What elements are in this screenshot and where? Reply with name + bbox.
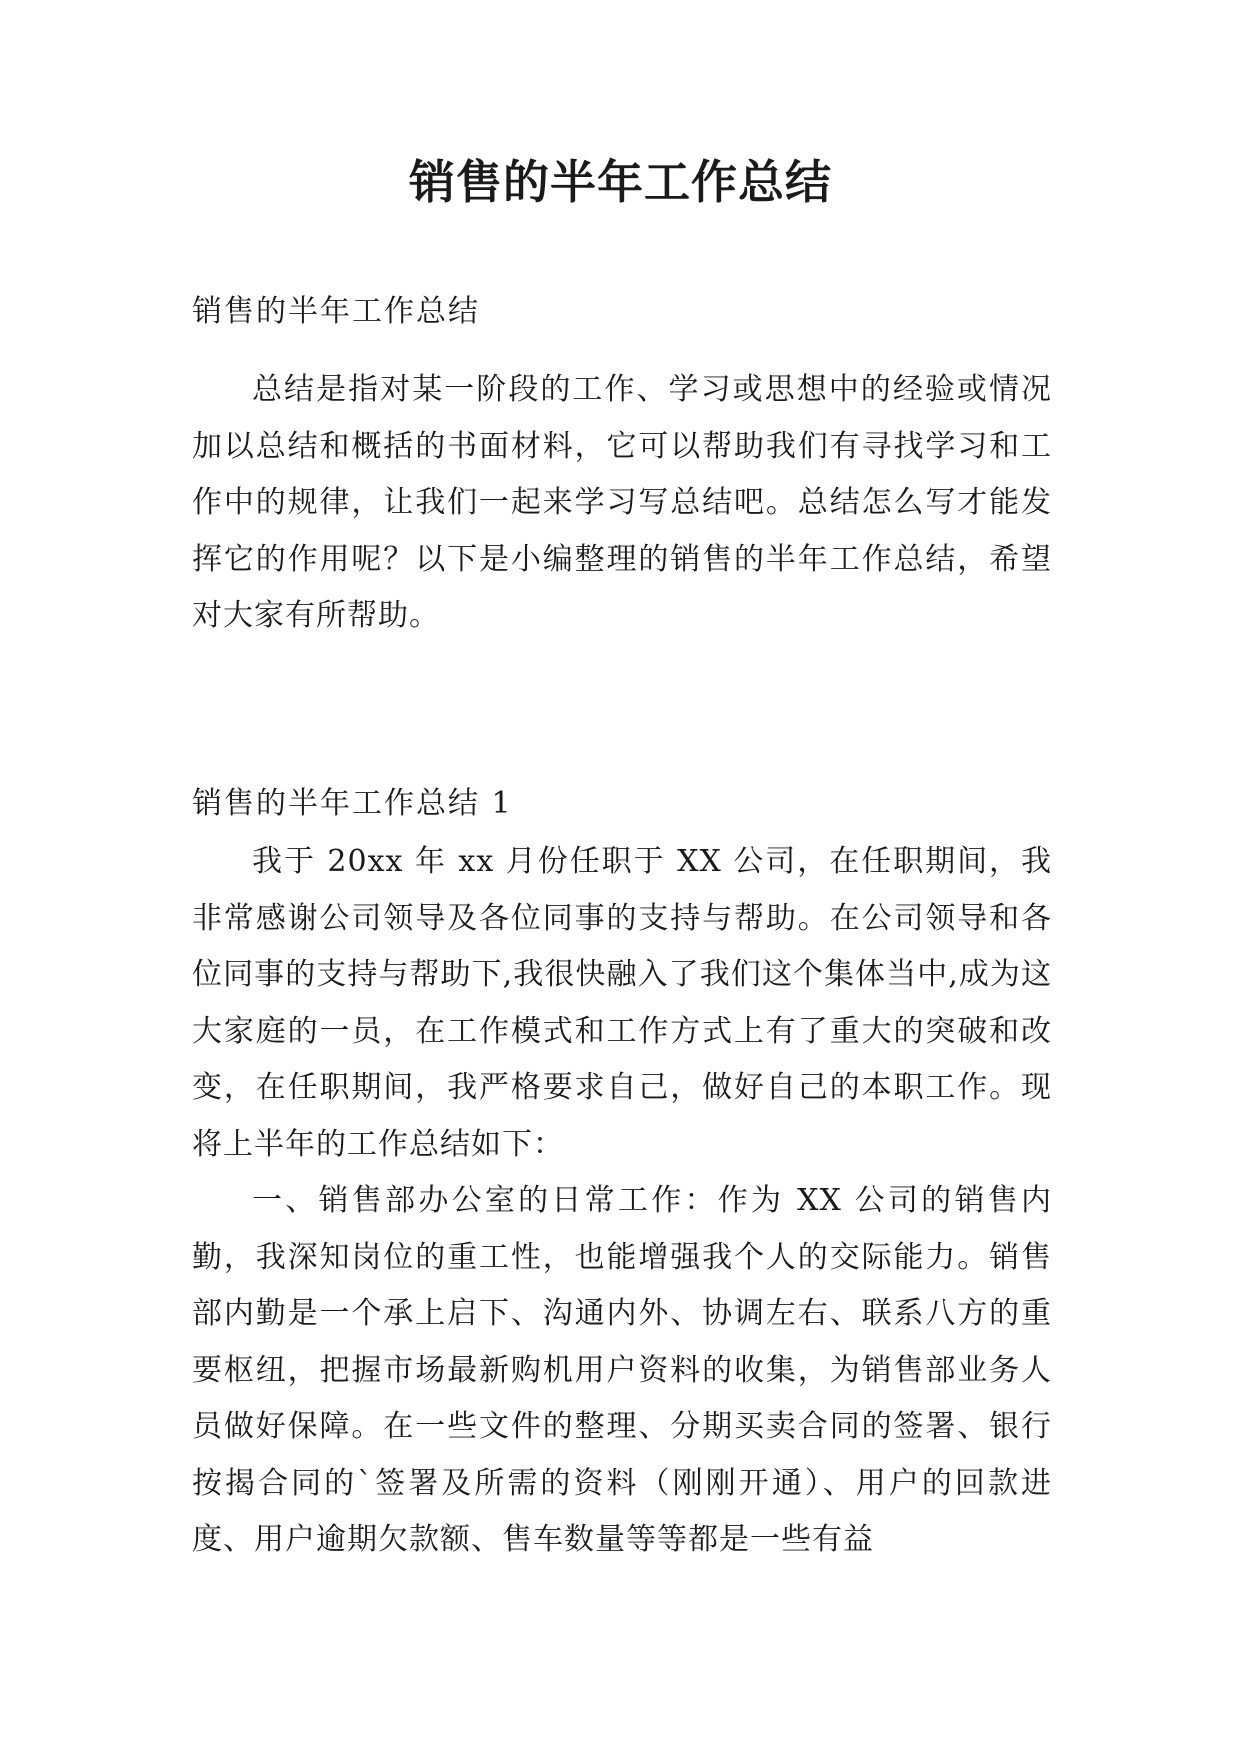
intro-block	[192, 362, 1052, 645]
section-heading: 销售的半年工作总结 1	[192, 786, 513, 821]
intro-paragraph: 总结是指对某一阶段的工作、学习或思想中的经验或情况加以总结和概括的书面材料，它可以帮助我们有寻找学习和工作中的规律，让我们一起来学习写总结吧。总结怎么写才能发挥它的作用呢？以下是小编整理的销售的半年工作总结，希望对大家有所帮助。	[192, 372, 1052, 633]
document-title: 销售的半年工作总结	[409, 155, 832, 209]
document-subtitle: 销售的半年工作总结	[192, 294, 480, 329]
section-paragraph: 一、销售部办公室的日常工作：作为 XX 公司的销售内勤，我深知岗位的重工性，也能增强我个人的交际能力。销售部内勤是一个承上启下、沟通内外、协调左右、联系八方的重要枢纽，把握市场最新购机用户资料的收集，为销售部业务人员做好保障。在一些文件的整理、分期买卖合同的签署、银行按揭合同的`签署及所需的资料（刚刚开通）、用户的回款进度、用户逾期欠款额、售车数量等等都是一些有益	[192, 1183, 1052, 1557]
section-paragraph: 我于 20xx 年 xx 月份任职于 XX 公司，在任职期间，我非常感谢公司领导及各位同事的支持与帮助。在公司领导和各位同事的支持与帮助下,我很快融入了我们这个集体当中,成为这大家庭的一员，在工作模式和工作方式上有了重大的突破和改变，在任职期间，我严格要求自己，做好自己的本职工作。现将上半年的工作总结如下：	[192, 844, 1052, 1162]
section-body	[192, 834, 1052, 1569]
